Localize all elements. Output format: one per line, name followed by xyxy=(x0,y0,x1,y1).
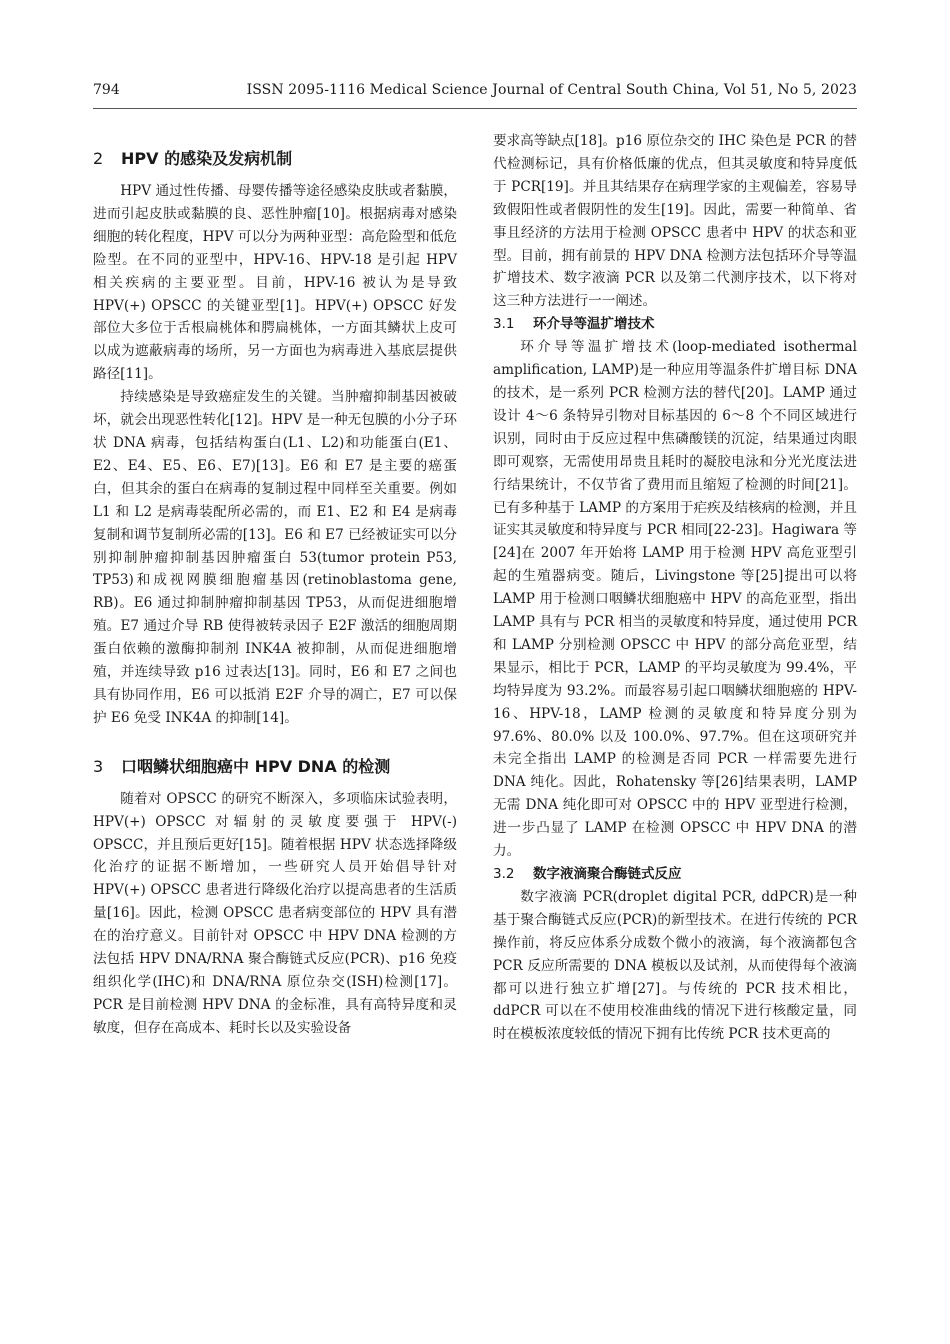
section-3-paragraph-1-continued: 要求高等缺点[18]。p16 原位杂交的 IHC 染色是 PCR 的替代检测标记，具有价格低廉的优点，但其灵敏度和特异度低于 PCR[19]。并且其结果存在病理学家的主观偏差，容易导致假阳性或者假阴性的发生[19]。因此，需要一种简单、省事且经济的方法用于检测 OPSCC 患者中 HPV 的状态和亚型。目前，拥有前景的 HPV DNA 检测方法包括环介导等温扩增技术、数字液滴 PCR 以及第二代测序技术，以下将对这三种方法进行一一阐述。 xyxy=(493,133,858,310)
header-rule xyxy=(93,108,857,109)
section-2-title: HPV 的感染及发病机制 xyxy=(121,149,293,168)
section-3-number: 3 xyxy=(93,756,104,776)
section-3-paragraph-1: 随着对 OPSCC 的研究不断深入，多项临床试验表明，HPV(+) OPSCC 对辐射的灵敏度要强于 HPV(-) OPSCC，并且预后更好[15]。随着根据 HPV 状态选择降级化治疗的证据不断增加，一些研究人员开始倡导针对 HPV(+) OPSCC 患者进行降级化治疗以提高患者的生活质量[16]。因此，检测 OPSCC 患者病变部位的 HPV 具有潜在的治疗意义。目前针对 OPSCC 中 HPV DNA 检测的方法包括 HPV DNA/RNA 聚合酶链式反应(PCR)、p16 免疫组织化学(IHC)和 DNA/RNA 原位杂交(ISH)检测[17]。PCR 是目前检测 HPV DNA 的金标准，具有高特异度和灵敏度，但存在高成本、耗时长以及实验设备 xyxy=(93,790,457,1036)
page-header xyxy=(93,82,857,106)
section-2-paragraph-2: 持续感染是导致癌症发生的关键。当肿瘤抑制基因被破坏，就会出现恶性转化[12]。HPV 是一种无包膜的小分子环状 DNA 病毒，包括结构蛋白(L1、L2)和功能蛋白(E1、E2、E4、E5、E6、E7)[13]。E6 和 E7 是主要的癌蛋白，但其余的蛋白在病毒的复制过程中同样至关重要。例如 L1 和 L2 是病毒装配所必需的，而 E1、E2 和 E4 是病毒复制和调节复制所必需的[13]。E6 和 E7 已经被证实可以分别抑制肿瘤抑制基因肿瘤蛋白 53(tumor protein P53, TP53)和成视网膜细胞瘤基因(retinoblastoma gene, RB)。E6 通过抑制肿瘤抑制基因 TP53，从而促进细胞增殖。E7 通过介导 RB 使得被转录因子 E2F 激活的细胞周期蛋白依赖的激酶抑制剂 INK4A 被抑制，从而促进细胞增殖，并连续导致 p16 过表达[13]。同时，E6 和 E7 之间也具有协同作用，E6 可以抵消 E2F 介导的凋亡，E7 可以保护 E6 免受 INK4A 的抑制[14]。 xyxy=(93,389,457,726)
section-2-number: 2 xyxy=(93,149,104,168)
right-column xyxy=(493,130,857,1046)
section-3-title: 口咽鳞状细胞癌中 HPV DNA 的检测 xyxy=(121,756,391,776)
subsection-3-2-heading xyxy=(493,863,857,886)
page-number: 794 xyxy=(93,82,120,98)
section-3-heading xyxy=(93,756,457,778)
subsection-3-1-number: 3.1 xyxy=(493,316,515,333)
subsection-3-1-heading xyxy=(493,313,857,336)
subsection-3-2-number: 3.2 xyxy=(493,866,515,882)
subsection-3-2-paragraph: 数字液滴 PCR(droplet digital PCR, ddPCR)是一种基于聚合酶链式反应(PCR)的新型技术。在进行传统的 PCR 操作前，将反应体系分成数个微小的液滴，每个液滴都包含 PCR 反应所需要的 DNA 模板以及试剂，从而使得每个液滴都可以进行独立扩增[27]。与传统的 PCR 技术相比，ddPCR 可以在不使用校准曲线的情况下进行核酸定量，同时在模板浓度较低的情况下拥有比传统 PCR 技术更高的 xyxy=(493,888,857,1043)
section-2-heading xyxy=(93,148,457,170)
section-2-paragraph-1: HPV 通过性传播、母婴传播等途径感染皮肤或者黏膜，进而引起皮肤或黏膜的良、恶性肿瘤[10]。根据病毒对感染细胞的转化程度，HPV 可以分为两种亚型：高危险型和低危险型。在不同的亚型中，HPV-16、HPV-18 是引起 HPV 相关疾病的主要亚型。目前，HPV-16 被认为是导致 HPV(+) OPSCC 的关键亚型[1]。HPV(+) OPSCC 好发部位大多位于舌根扁桃体和腭扁桃体，一方面其鳞状上皮可以成为遮蔽病毒的场所，另一方面也为病毒进入基底层提供路径[11]。 xyxy=(93,183,457,383)
journal-title: ISSN 2095-1116 Medical Science Journal of Central South China, Vol 51, No 5, 2023 xyxy=(246,82,857,98)
subsection-3-1-paragraph: 环介导等温扩增技术(loop-mediated isothermal amplification, LAMP)是一种应用等温条件扩增目标 DNA 的技术，是一系列 PCR 检测方法的替代[20]。LAMP 通过设计 4～6 条特异引物对目标基因的 6～8 个不同区域进行识别，同时由于反应过程中焦磷酸镁的沉淀，结果通过肉眼即可观察，无需使用昂贵且耗时的凝胶电泳和分光光度法进行结果统计，不仅节省了费用而且缩短了检测的时间[21]。已有多种基于 LAMP 的方案用于疟疾及结核病的检测，并且证实其灵敏度和特异度与 PCR 相同[22-23]。Hagiwara 等[24]在 2007 年开始将 LAMP 用于检测 HPV 高危亚型引起的生殖器病变。随后，Livingstone 等[25]提出可以将 LAMP 用于检测口咽鳞状细胞癌中 HPV 的高危亚型，指出 LAMP 具有与 PCR 相当的灵敏度和特异度，通过使用 PCR 和 LAMP 分别检测 OPSCC 中 HPV 的部分高危亚型，结果显示，相比于 PCR，LAMP 的平均灵敏度为 99.4%，平均特异度为 93.2%。而最容易引起口咽鳞状细胞癌的 HPV-16、HPV-18，LAMP 检测的灵敏度和特异度分别为 97.6%、80.0% 以及 100.0%、97.7%。但在这项研究并未完全指出 LAMP 的检测是否同 PCR 一样需要先进行 DNA 纯化。因此，Rohatensky 等[26]结果表明，LAMP 无需 DNA 纯化即可对 OPSCC 中的 HPV 亚型进行检测，进一步凸显了 LAMP 在检测 OPSCC 中 HPV DNA 的潜力。 xyxy=(493,339,857,860)
left-column xyxy=(93,130,457,1040)
subsection-3-2-title: 数字液滴聚合酶链式反应 xyxy=(533,866,682,882)
subsection-3-1-title: 环介导等温扩增技术 xyxy=(533,316,655,333)
